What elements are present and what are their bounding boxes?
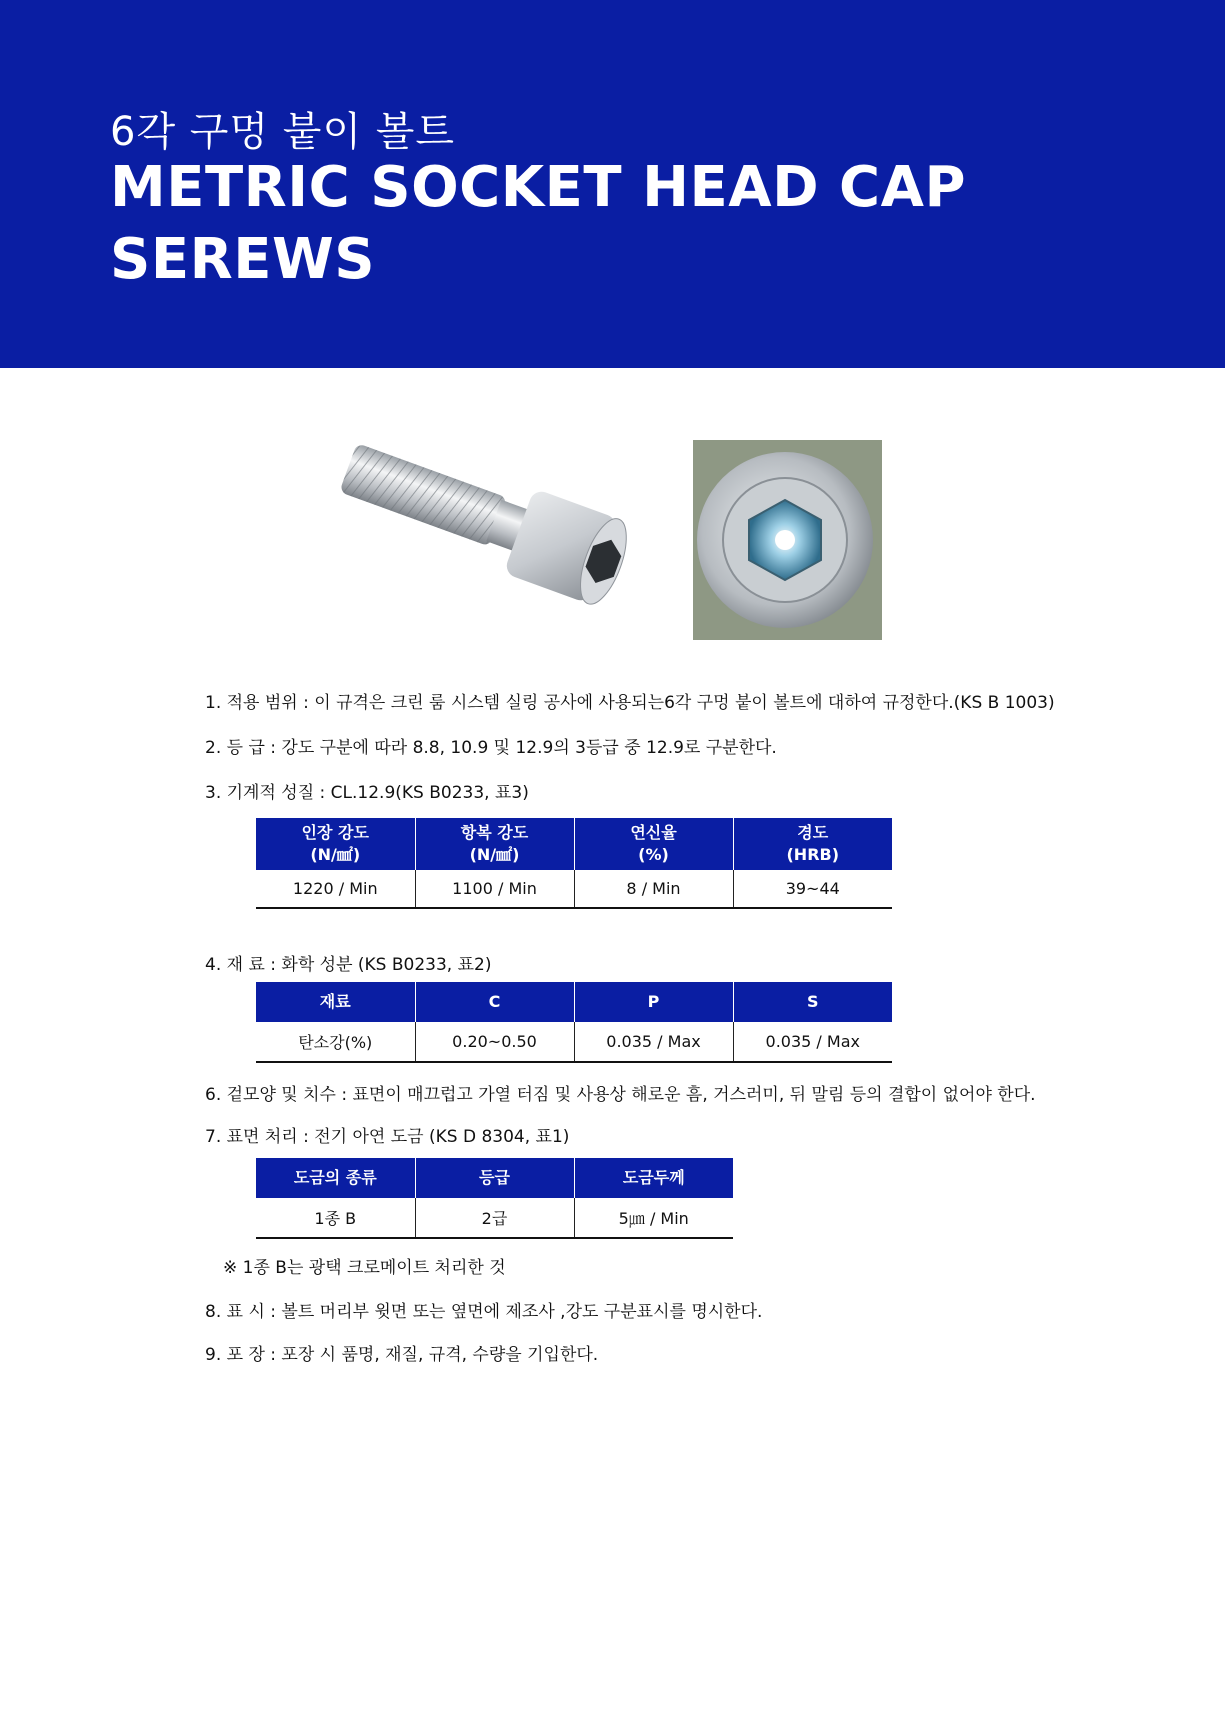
header-plating-thickness: 도금두께 (574, 1158, 733, 1198)
section-3-mechanical: 3. 기계적 성질 : CL.12.9(KS B0233, 표3) (205, 783, 529, 803)
bolt-head-photo (693, 440, 882, 640)
header-plating-grade: 등급 (415, 1158, 574, 1198)
table-row (256, 870, 892, 908)
cell-carbon: 0.20~0.50 (415, 1022, 574, 1062)
cell-tensile: 1220 / Min (256, 870, 415, 908)
header-yield: 항복 강도 (N/㎟) (415, 818, 574, 870)
header-banner (0, 0, 1225, 368)
header-hardness: 경도 (HRB) (733, 818, 892, 870)
header-carbon: C (415, 982, 574, 1022)
header-sulfur: S (733, 982, 892, 1022)
header-plating-type: 도금의 종류 (256, 1158, 415, 1198)
title-english (110, 152, 1110, 296)
cell-elongation: 8 / Min (574, 870, 733, 908)
table-row (256, 1022, 892, 1062)
section-7-surface: 7. 표면 처리 : 전기 아연 도금 (KS D 8304, 표1) (205, 1127, 570, 1147)
cell-plating-grade: 2급 (415, 1198, 574, 1238)
mechanical-properties-table (256, 818, 892, 909)
section-6-appearance: 6. 겉모양 및 치수 : 표면이 매끄럽고 가열 터짐 및 사용상 해로운 흠, 거스러미, 뒤 말림 등의 결합이 없어야 한다. (205, 1085, 1036, 1105)
cell-sulfur: 0.035 / Max (733, 1022, 892, 1062)
table-row (256, 1198, 733, 1238)
plating-note: ※ 1종 B는 광택 크로메이트 처리한 것 (223, 1258, 506, 1278)
section-2-grade: 2. 등 급 : 강도 구분에 따라 8.8, 10.9 및 12.9의 3등급 중 12.9로 구분한다. (205, 738, 777, 758)
header-phosphorus: P (574, 982, 733, 1022)
header-elongation: 연신율 (%) (574, 818, 733, 870)
title-english-line1: METRIC SOCKET HEAD CAP (110, 155, 967, 220)
cell-plating-type: 1종 B (256, 1198, 415, 1238)
cell-hardness: 39~44 (733, 870, 892, 908)
plating-table (256, 1158, 733, 1239)
title-english-line2: SEREWS (110, 227, 376, 292)
bolt-photo (325, 430, 655, 640)
cell-yield: 1100 / Min (415, 870, 574, 908)
section-9-packing: 9. 포 장 : 포장 시 품명, 재질, 규격, 수량을 기입한다. (205, 1345, 599, 1365)
cell-material: 탄소강(%) (256, 1022, 415, 1062)
material-table (256, 982, 892, 1063)
header-tensile: 인장 강도 (N/㎟) (256, 818, 415, 870)
cell-plating-thickness: 5㎛ / Min (574, 1198, 733, 1238)
section-8-marking: 8. 표 시 : 볼트 머리부 윗면 또는 옆면에 제조사 ,강도 구분표시를 명시한다. (205, 1302, 763, 1322)
section-4-material: 4. 재 료 : 화학 성분 (KS B0233, 표2) (205, 955, 492, 975)
cell-phosphorus: 0.035 / Max (574, 1022, 733, 1062)
section-1-scope: 1. 적용 범위 : 이 규격은 크린 룸 시스템 실링 공사에 사용되는6각 구멍 붙이 볼트에 대하여 규정한다.(KS B 1003) (205, 693, 1055, 713)
title-korean: 6각 구멍 붙이 볼트 (110, 109, 456, 155)
header-material: 재료 (256, 982, 415, 1022)
